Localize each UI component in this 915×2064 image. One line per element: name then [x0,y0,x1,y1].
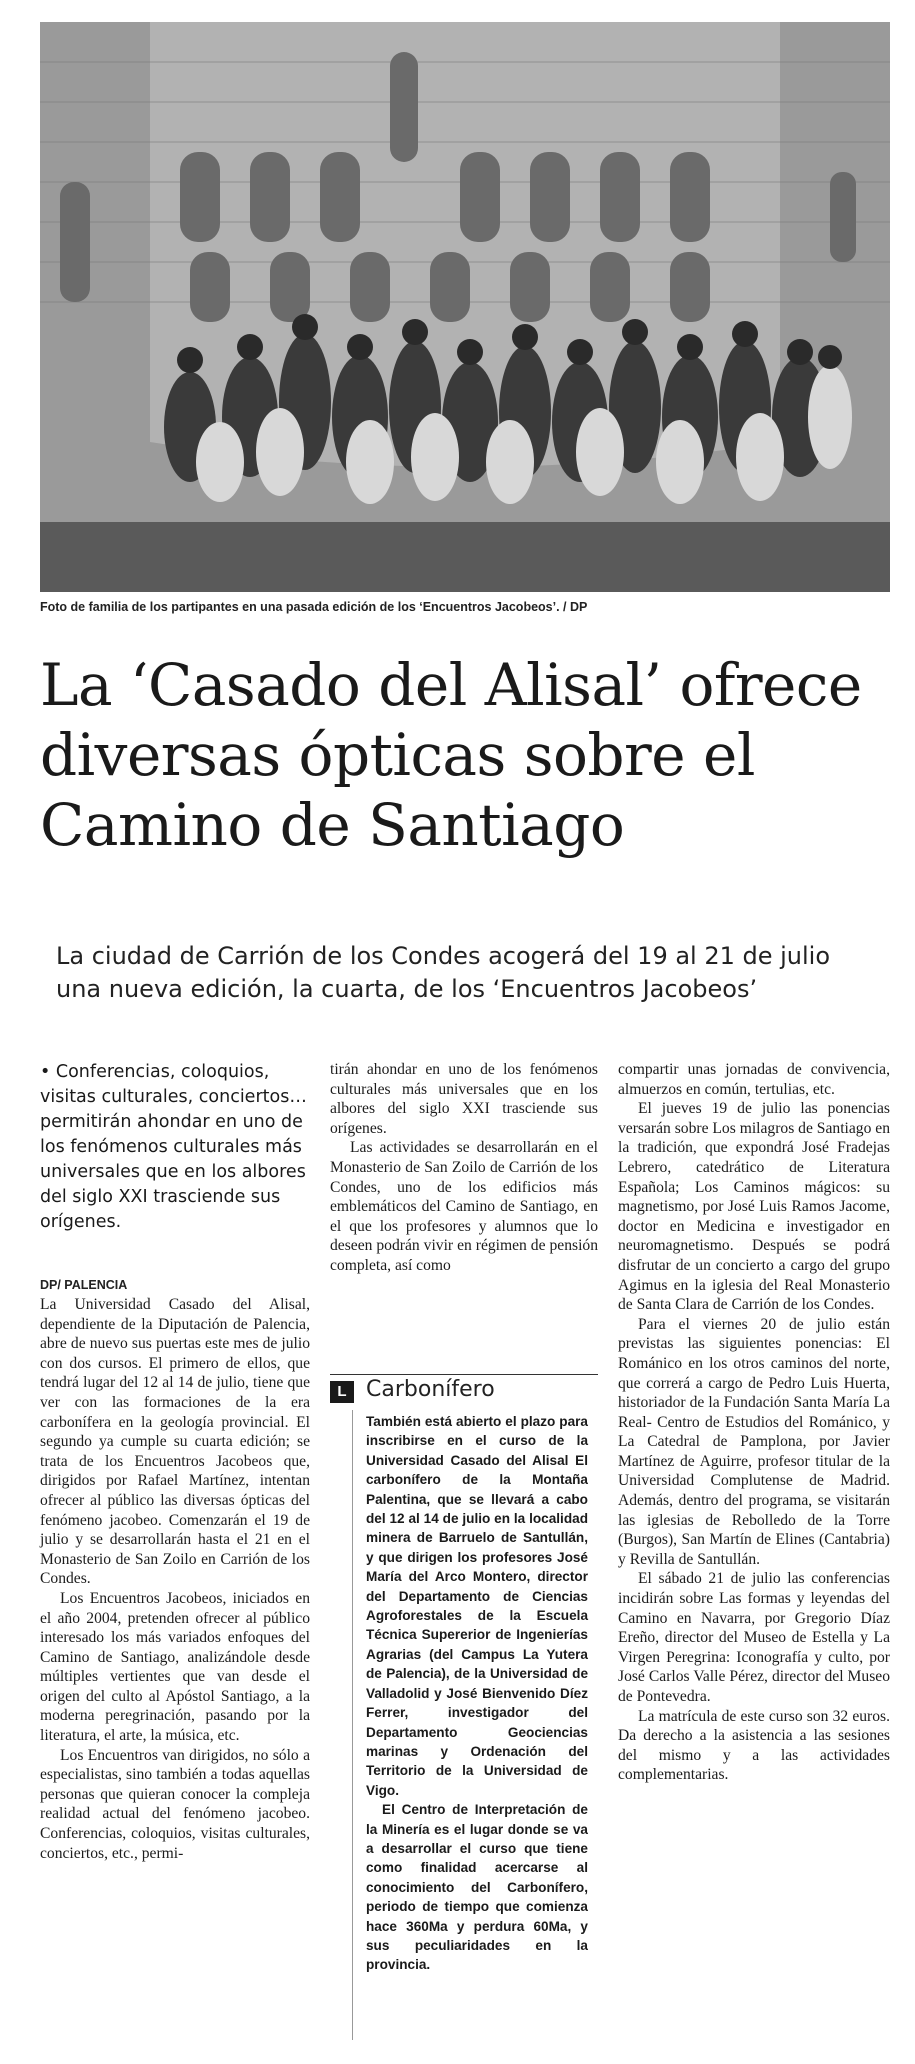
group-photo [40,22,890,592]
paragraph: tirán ahondar en uno de los fenómenos culturales más universales que en los albores del siglo XXI trasciende sus orígenes. [330,1061,598,1137]
paragraph: Los Encuentros Jacobeos, iniciados en el año 2004, pretenden ofrecer al público interesado los más variados enfoques del Camino de Santiago, analizándole desde múltiples vertientes que van desde el origen del culto al Apóstol Santiago, a la moderna peregrinación, pasando por la literatura, el arte, la música, etc. [40,1589,310,1745]
subtitle [56,940,896,1006]
sidebar-logo-mark: L [330,1381,354,1403]
paragraph: El sábado 21 de julio las conferencias incidirán sobre Las formas y leyendas del Camino en Navarra, por Gregorio Díaz Ereño, director del Museo de Estella y La Virgen Peregrina: Iconografía y culto, por José Carlos Valle Pérez, director del Museo de Pontevedra. [618,1570,890,1705]
article-column-2 [330,1060,598,1276]
paragraph: Las actividades se desarrollarán en el Monasterio de San Zoilo de Carrión de los Condes, uno de los edificios más emblemáticos del Camino de Santiago, en el que los profesores y alumnos que lo deseen podrán vivir en régimen de pensión completa, así como [330,1139,598,1274]
sidebar-title: Carbonífero [366,1377,495,1402]
paragraph: El jueves 19 de julio las ponencias versarán sobre Los milagros de Santiago en la tradición, que expondrá José Fradejas Lebrero, catedrático de Literatura Española; Los Caminos mágicos: su magnetismo, por José Luis Ramos Jacome, doctor en Medicina e investigador en neuromagnetismo. Después se podrá disfrutar de un concierto a cargo del grupo Agimus en la iglesia del Real Monasterio de Santa Clara de Carrión de los Condes. [618,1100,890,1314]
headline-line: La ‘Casado del Alisal’ ofrece [40,651,862,719]
paragraph: Para el viernes 20 de julio están previstas las siguientes ponencias: El Románico en los otros caminos del norte, que correrá a cargo de Pedro Luis Huerta, historiador de la Fundación Santa María La Real- Centro de Estudios del Románico, y La Catedral de Pamplona, por Javier Martínez de Aguirre, profesor titular de la Universidad Complutense de Madrid. Además, dentro del programa, se visitarán las iglesias de Rebolledo de la Torre (Burgos), San Martín de Elines (Cantabria) y Revilla de Santullán. [618,1315,890,1568]
paragraph: compartir unas jornadas de convivencia, almuerzos en común, tertulias, etc. [618,1061,890,1098]
article-column-3 [618,1060,890,1785]
dateline: DP/ PALENCIA [40,1278,128,1292]
photo-caption: Foto de familia de los partipantes en una pasada edición de los ‘Encuentros Jacobeos’. / DP [40,600,588,614]
headline-line: Camino de Santiago [40,791,625,859]
article-column-1 [40,1295,310,1863]
paragraph: La Universidad Casado del Alisal, dependiente de la Diputación de Palencia, abre de nuevo sus puertas este mes de julio con dos cursos. El primero de ellos, que tendrá lugar del 12 al 14 de julio, tiene que ver con las formaciones de la era carbonífera en la geología provincial. El segundo ya cumple su cuarta edición; se trata de los Encuentros Jacobeos que, dirigidos por Rafael Martínez, intentan ofrecer al público las diversas ópticas del fenómeno jacobeo. Comenzarán el 19 de julio y se desarrollarán hasta el 21 en el Monasterio de San Zoilo en Carrión de los Condes. [40,1296,310,1588]
headline [40,650,900,860]
church-apse-illustration [40,22,890,592]
headline-line: diversas ópticas sobre el [40,721,755,789]
sidebar-header [330,1374,598,1407]
paragraph: Los Encuentros van dirigidos, no sólo a especialistas, sino también a todas aquellas personas que quieran conocer la compleja realidad actual del fenómeno jacobeo. Conferencias, coloquios, visitas culturales, conciertos, etc., permi- [40,1746,310,1862]
paragraph: La matrícula de este curso son 32 euros. Da derecho a la asistencia a las sesiones del mismo y a las actividades complementarias. [618,1707,890,1784]
sidebar-body [366,1412,588,1975]
sidebar-paragraph: También está abierto el plazo para inscribirse en el curso de la Universidad Casado del Alisal El carbonífero de la Montaña Palentina, que se llevará a cabo del 12 al 14 de julio en la localidad minera de Barruelo de Santullán, y que dirigen los profesores José María del Arco Montero, director del Departamento de Ciencias Agroforestales de la Escuela Técnica Supererior de Ingenierías Agrarias (del Campus La Yutera de Palencia), de la Universidad de Valladolid y José Bienvenido Díez Ferrer, investigador del Departamento Geociencias marinas y Ordenación del Territorio de la Universidad de Vigo. [366,1414,588,1798]
subtitle-line: La ciudad de Carrión de los Condes acogerá del 19 al 21 de julio [56,942,831,970]
sidebar-divider [352,1410,353,2040]
article-highlight: • Conferencias, coloquios, visitas culturales, conciertos… permitirán ahondar en uno de los fenómenos culturales más universales que en los albores del siglo XXI trasciende sus orígenes. [40,1062,307,1232]
subtitle-line: una nueva edición, la cuarta, de los ‘Encuentros Jacobeos’ [56,975,758,1003]
sidebar-paragraph: El Centro de Interpretación de la Minería es el lugar donde se va a desarrollar el curso que tiene como finalidad acercarse al conocimiento del Carbonífero, periodo de tiempo que comienza hace 360Ma y perdura 60Ma, y sus peculiaridades en la provincia. [366,1802,588,1973]
